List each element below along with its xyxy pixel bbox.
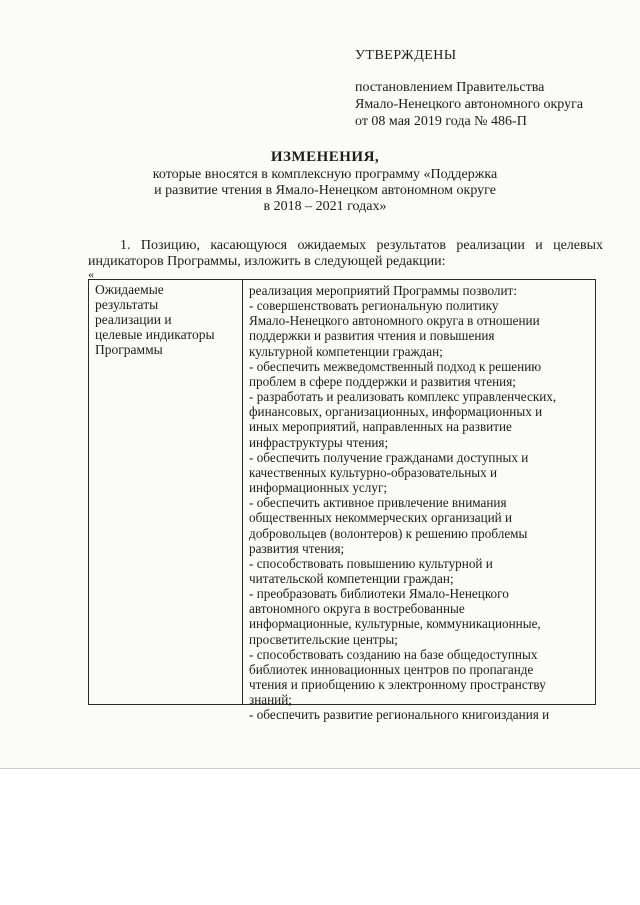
- approval-line: от 08 мая 2019 года № 486-П: [355, 114, 527, 129]
- right-cell-line: чтения и приобщению к электронному пространству: [249, 677, 546, 693]
- right-cell-line: - разработать и реализовать комплекс управленческих,: [249, 389, 557, 405]
- left-cell-line: Программы: [95, 342, 163, 357]
- right-cell-line: - обеспечить межведомственный подход к решению: [249, 358, 542, 374]
- right-cell-line: инфраструктуры чтения;: [249, 434, 389, 450]
- right-cell-line: информационные, культурные, коммуникационные,: [249, 616, 541, 632]
- intro-line-1: 1. Позицию, касающуюся ожидаемых результатов реализации и целевых: [120, 238, 603, 253]
- heading-line: которые вносятся в комплексную программу «Поддержка: [152, 167, 498, 182]
- right-cell-line: просветительские центры;: [249, 631, 398, 647]
- right-cell-line: - обеспечить активное привлечение внимания: [249, 495, 507, 511]
- right-cell-line: читательской компетенции граждан;: [249, 570, 454, 586]
- right-cell-line: поддержки и развития чтения и повышения: [249, 328, 495, 344]
- right-cell-line: общественных некоммерческих организаций и: [249, 510, 513, 526]
- heading-line: в 2018 – 2021 годах»: [263, 199, 387, 214]
- left-cell-line: реализации и: [95, 312, 172, 327]
- right-cell-line: - совершенствовать региональную политику: [249, 298, 499, 314]
- right-cell-line: финансовых, организационных, информационных и: [249, 404, 543, 420]
- right-cell-line: - способствовать созданию на базе общедоступных: [249, 646, 538, 662]
- right-cell-line: качественных культурно-образовательных и: [249, 464, 498, 480]
- right-cell-line: знаний;: [249, 692, 292, 708]
- right-cell-line: - преобразовать библиотеки Ямало-Ненецкого: [249, 586, 509, 602]
- right-cell-line: - способствовать повышению культурной и: [249, 555, 493, 571]
- left-cell-line: Ожидаемые: [95, 282, 164, 297]
- right-cell-line: проблем в сфере поддержки и развития чтения;: [249, 373, 516, 389]
- table-left-cell: [89, 280, 243, 704]
- document-title: ИЗМЕНЕНИЯ,: [270, 149, 380, 165]
- right-cell-line: реализация мероприятий Программы позволит:: [249, 283, 517, 298]
- right-cell-line: автономного округа в востребованные: [249, 601, 465, 617]
- approval-line: постановлением Правительства: [355, 80, 545, 95]
- approval-line: Ямало-Ненецкого автономного округа: [355, 97, 584, 112]
- approval-title: УТВЕРЖДЕНЫ: [355, 48, 457, 63]
- right-cell-line: развития чтения;: [249, 540, 345, 556]
- approval-gap: [355, 64, 583, 79]
- left-cell-line: результаты: [95, 297, 159, 312]
- right-cell-line: библиотек инновационных центров по пропаганде: [249, 661, 534, 677]
- left-cell-line: целевые индикаторы: [95, 327, 215, 342]
- right-cell-line: Ямало-Ненецкого автономного округа в отношении: [249, 313, 540, 329]
- right-cell-line: - обеспечить получение гражданами доступных и: [249, 449, 529, 465]
- table-right-cell: [243, 280, 597, 723]
- right-cell-line: - обеспечить развитие регионального книгоиздания и: [249, 707, 550, 723]
- intro-line-2: индикаторов Программы, изложить в следующей редакции:: [88, 254, 446, 269]
- blank-area: [0, 769, 640, 905]
- right-cell-line: добровольцев (волонтеров) к решению проблемы: [249, 525, 528, 541]
- right-cell-line: информационных услуг;: [249, 480, 388, 496]
- approval-block: [355, 47, 583, 130]
- right-cell-line: иных мероприятий, направленных на развитие: [249, 419, 512, 435]
- opening-quote: «: [88, 267, 94, 281]
- intro-paragraph: [88, 238, 603, 270]
- document-heading: [100, 149, 550, 215]
- right-cell-line: культурной компетенции граждан;: [249, 343, 443, 359]
- results-table: [88, 279, 596, 723]
- heading-line: и развитие чтения в Ямало-Ненецком автономном округе: [154, 183, 496, 198]
